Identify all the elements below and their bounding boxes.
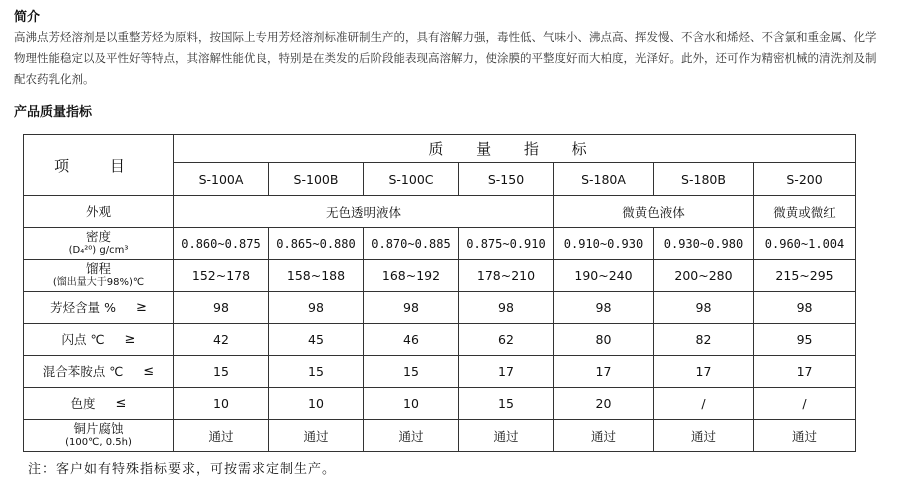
spec-value: 82 (654, 324, 754, 356)
quality-table-wrapper (23, 134, 855, 452)
spec-value: 10 (269, 388, 364, 420)
spec-value: 0.875~0.910 (459, 228, 554, 260)
spec-value: 通过 (364, 420, 459, 452)
spec-value: 158~188 (269, 260, 364, 292)
quality-header: 质 量 指 标 (428, 140, 601, 158)
intro-text: 高沸点芳烃溶剂是以重整芳烃为原料，按国际上专用芳烃溶剂标准研制生产的，具有溶解力强，毒性低、气味小、沸点高、挥发慢、不含水和烯烃、不含氯和重金属、化学物理性能稳定以及平性好等特点，其溶解性能优良，特别是在类发的后阶段能表现高溶解力，使涂膜的平整度好而大柏度，光泽好。此外，还可作为精密机械的清洗剂及制配农药乳化剂。 (14, 30, 877, 86)
footnote: 注：客户如有特殊指标要求，可按需求定制生产。 (28, 462, 337, 477)
spec-row (24, 228, 856, 260)
data-rows (24, 228, 856, 452)
spec-label: 色度 (70, 395, 96, 411)
item-header-cell (24, 135, 174, 196)
grade-header: S-180A (554, 163, 654, 196)
intro-title: 简介 (14, 10, 41, 25)
spec-value: 98 (554, 292, 654, 324)
spec-row (24, 292, 856, 324)
spec-value: 通过 (554, 420, 654, 452)
spec-value: 62 (459, 324, 554, 356)
spec-sublabel: (100℃, 0.5h) (65, 436, 132, 448)
grade-header: S-100A (174, 163, 269, 196)
spec-value: 17 (654, 356, 754, 388)
spec-symbol: ≤ (143, 363, 155, 379)
spec-value: 80 (554, 324, 654, 356)
spec-label: 闪点 ℃ (61, 331, 105, 347)
appearance-label: 外观 (24, 196, 174, 228)
spec-value: 98 (364, 292, 459, 324)
spec-value: 42 (174, 324, 269, 356)
spec-value: 98 (174, 292, 269, 324)
grade-header: S-180B (654, 163, 754, 196)
appearance-group-3: 微黄或微红 (754, 196, 856, 228)
spec-value: 通过 (654, 420, 754, 452)
spec-value: 15 (174, 356, 269, 388)
spec-value: 0.930~0.980 (654, 228, 754, 260)
spec-value: 200~280 (654, 260, 754, 292)
spec-value: / (754, 388, 856, 420)
spec-value: 通过 (269, 420, 364, 452)
spec-row (24, 260, 856, 292)
spec-label: 铜片腐蚀 (73, 420, 124, 436)
spec-label-cell (24, 292, 174, 324)
spec-value: 98 (754, 292, 856, 324)
spec-value: 152~178 (174, 260, 269, 292)
spec-row (24, 324, 856, 356)
spec-row (24, 388, 856, 420)
spec-value: 98 (459, 292, 554, 324)
spec-value: 168~192 (364, 260, 459, 292)
spec-label: 混合苯胺点 ℃ (42, 363, 124, 379)
spec-value: 0.860~0.875 (174, 228, 269, 260)
spec-label-cell (24, 228, 174, 260)
spec-value: 17 (554, 356, 654, 388)
spec-value: 215~295 (754, 260, 856, 292)
spec-value: 178~210 (459, 260, 554, 292)
grade-header: S-100C (364, 163, 459, 196)
spec-value: 0.865~0.880 (269, 228, 364, 260)
spec-symbol: ≥ (135, 299, 147, 315)
spec-value: 98 (654, 292, 754, 324)
spec-value: / (654, 388, 754, 420)
spec-symbol: ≥ (124, 331, 136, 347)
spec-value: 15 (364, 356, 459, 388)
grade-header: S-100B (269, 163, 364, 196)
spec-value: 10 (364, 388, 459, 420)
spec-label-cell (24, 356, 174, 388)
spec-value: 95 (754, 324, 856, 356)
spec-value: 0.960~1.004 (754, 228, 856, 260)
spec-value: 通过 (754, 420, 856, 452)
spec-label-cell (24, 260, 174, 292)
spec-value: 190~240 (554, 260, 654, 292)
spec-value: 10 (174, 388, 269, 420)
appearance-group-2: 微黄色液体 (554, 196, 754, 228)
grade-header: S-200 (754, 163, 856, 196)
spec-symbol: ≤ (115, 395, 127, 411)
spec-value: 15 (459, 388, 554, 420)
spec-sublabel: (馏出量大于98%)℃ (52, 276, 145, 288)
spec-value: 45 (269, 324, 364, 356)
spec-value: 0.870~0.885 (364, 228, 459, 260)
spec-label: 密度 (85, 228, 111, 244)
quality-header-cell (174, 135, 856, 163)
spec-value: 17 (754, 356, 856, 388)
spec-value: 通过 (174, 420, 269, 452)
item-header: 项 目 (54, 156, 143, 175)
appearance-row (24, 196, 856, 228)
spec-value: 0.910~0.930 (554, 228, 654, 260)
spec-row (24, 356, 856, 388)
spec-label: 馏程 (85, 260, 111, 276)
spec-value: 46 (364, 324, 459, 356)
spec-label-cell (24, 420, 174, 452)
spec-label-cell (24, 388, 174, 420)
quality-table (23, 134, 856, 452)
spec-value: 17 (459, 356, 554, 388)
section-title: 产品质量指标 (14, 105, 93, 120)
spec-row (24, 420, 856, 452)
spec-value: 15 (269, 356, 364, 388)
spec-value: 98 (269, 292, 364, 324)
appearance-group-1: 无色透明液体 (174, 196, 554, 228)
spec-sublabel: (D₄²⁰) g/cm³ (68, 244, 129, 256)
spec-value: 20 (554, 388, 654, 420)
grade-header: S-150 (459, 163, 554, 196)
spec-value: 通过 (459, 420, 554, 452)
spec-label: 芳烃含量 % (50, 299, 116, 315)
spec-label-cell (24, 324, 174, 356)
